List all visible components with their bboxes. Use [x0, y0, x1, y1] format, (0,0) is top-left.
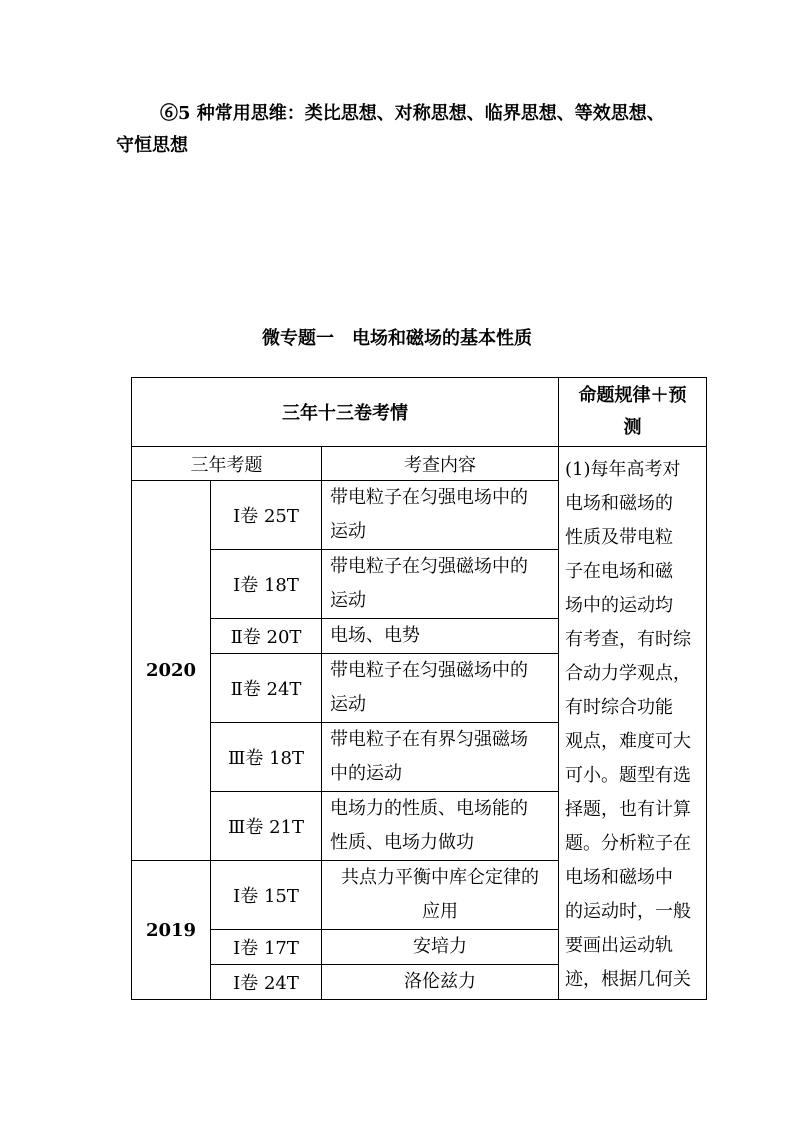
paper-cell: Ⅱ卷 20T [211, 619, 322, 654]
exam-analysis-table [131, 377, 707, 1000]
side-line: 择题，也有计算 [565, 799, 692, 820]
content-cell: 安培力 [322, 930, 559, 965]
side-line: 要画出运动轨 [565, 935, 674, 956]
paper-cell: Ⅱ卷 24T [211, 654, 322, 723]
side-line: 观点，难度可大 [565, 731, 692, 752]
content-cell: 电场力的性质、电场能的 性质、电场力做功 [322, 792, 559, 861]
side-line: 的运动时，一般 [565, 901, 692, 922]
thinking-methods-paragraph [116, 98, 716, 162]
paper-cell: Ⅲ卷 18T [211, 723, 322, 792]
paper-cell: Ⅲ卷 21T [211, 792, 322, 861]
content-cell: 带电粒子在匀强电场中的 运动 [322, 481, 559, 550]
content-cell: 带电粒子在匀强磁场中的 运动 [322, 654, 559, 723]
side-line: 迹，根据几何关 [565, 969, 692, 990]
paper-cell: Ⅰ卷 18T [211, 550, 322, 619]
content-cell: 共点力平衡中库仑定律的 应用 [322, 861, 559, 930]
paper-cell: Ⅰ卷 24T [211, 965, 322, 1000]
side-line: 场中的运动均 [565, 595, 674, 616]
header-exam-info: 三年十三卷考情 [132, 378, 559, 447]
side-line: 性质及带电粒 [565, 527, 674, 548]
year-cell-2020: 2020 [132, 481, 211, 861]
content-cell: 带电粒子在匀强磁场中的 运动 [322, 550, 559, 619]
subheader-exam-questions: 三年考题 [132, 447, 322, 481]
side-line: 子在电场和磁 [565, 561, 674, 582]
side-line: 有时综合功能 [565, 697, 674, 718]
side-line: 题。分析粒子在 [565, 833, 692, 854]
pattern-description-cell [559, 447, 707, 1000]
paper-cell: Ⅰ卷 15T [211, 861, 322, 930]
paper-cell: Ⅰ卷 17T [211, 930, 322, 965]
content-cell: 电场、电势 [322, 619, 559, 654]
circled-number-marker: ⑥ [160, 103, 178, 124]
paragraph-line-2: 守恒思想 [116, 135, 188, 156]
side-line: (1)每年高考对 [565, 459, 681, 480]
side-line: 电场和磁场的 [565, 493, 674, 514]
side-line: 有考查，有时综 [565, 629, 692, 650]
side-line: 电场和磁场中 [565, 867, 674, 888]
paragraph-line-1: 5 种常用思维：类比思想、对称思想、临界思想、等效思想、 [178, 103, 665, 124]
side-line: 合动力学观点， [565, 663, 692, 684]
header-pattern-line-1: 命题规律＋预 [578, 385, 687, 406]
year-cell-2019: 2019 [132, 861, 211, 1000]
header-pattern-line-2: 测 [623, 417, 642, 438]
side-line: 可小。题型有选 [565, 765, 692, 786]
section-title: 微专题一 电场和磁场的基本性质 [262, 328, 532, 349]
header-pattern-forecast [559, 378, 707, 447]
subheader-content: 考查内容 [322, 447, 559, 481]
content-cell: 洛伦兹力 [322, 965, 559, 1000]
content-cell: 带电粒子在有界匀强磁场 中的运动 [322, 723, 559, 792]
paper-cell: Ⅰ卷 25T [211, 481, 322, 550]
